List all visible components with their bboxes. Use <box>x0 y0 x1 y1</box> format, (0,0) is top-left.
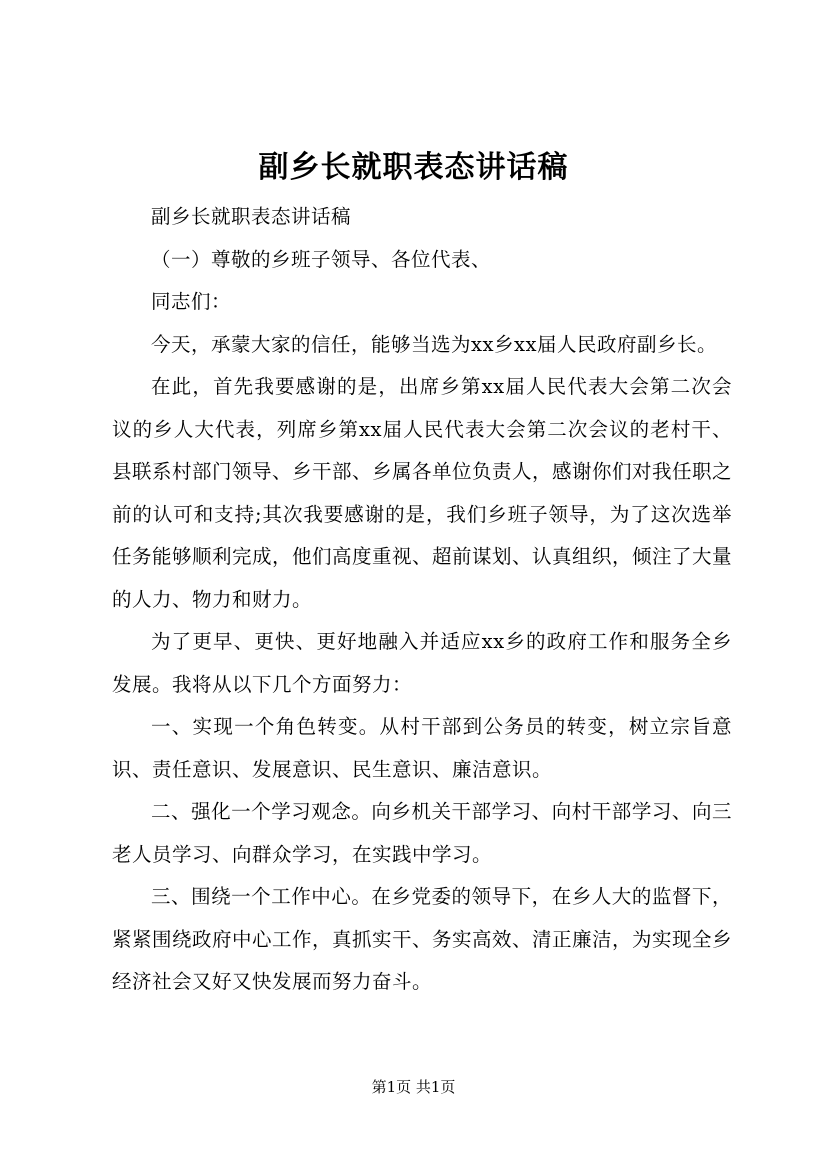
paragraph-salutation: （一）尊敬的乡班子领导、各位代表、 <box>151 247 492 271</box>
document-body <box>112 196 732 1004</box>
paragraph-thanks: 在此，首先我要感谢的是，出席乡第xx届人民代表大会第二次会议的乡人大代表，列席乡第xx届人民代表大会第二次会议的老村干、县联系村部门领导、乡干部、乡属各单位负责人，感谢你们对我任职之前的认可和支持;其次我要感谢的是，我们乡班子领导，为了这次选举任务能够顺利完成，他们高度重视、超前谋划、认真组织，倾注了大量的人力、物力和财力。 <box>112 375 733 611</box>
paragraph-comrades: 同志们： <box>151 290 232 313</box>
paragraph-point-one: 一、实现一个角色转变。从村干部到公务员的转变，树立宗旨意识、责任意识、发展意识、民生意识、廉洁意识。 <box>112 715 732 781</box>
paragraph-point-two: 二、强化一个学习观念。向乡机关干部学习、向村干部学习、向三老人员学习、向群众学习，在实践中学习。 <box>112 800 732 866</box>
paragraph-point-three: 三、围绕一个工作中心。在乡党委的领导下，在乡人大的监督下，紧紧围绕政府中心工作，真抓实干、务实高效、清正廉洁，为实现全乡经济社会又好又快发展而努力奋斗。 <box>112 885 733 993</box>
paragraph-intro: 今天，承蒙大家的信任，能够当选为xx乡xx届人民政府副乡长。 <box>151 332 717 356</box>
paragraph-efforts: 为了更早、更快、更好地融入并适应xx乡的政府工作和服务全乡发展。我将从以下几个方面努力： <box>112 630 732 696</box>
paragraph-subtitle: 副乡长就职表态讲话稿 <box>151 205 352 228</box>
document-title: 副乡长就职表态讲话稿 <box>258 150 569 185</box>
page-number-footer: 第1页 共1页 <box>371 1078 456 1096</box>
